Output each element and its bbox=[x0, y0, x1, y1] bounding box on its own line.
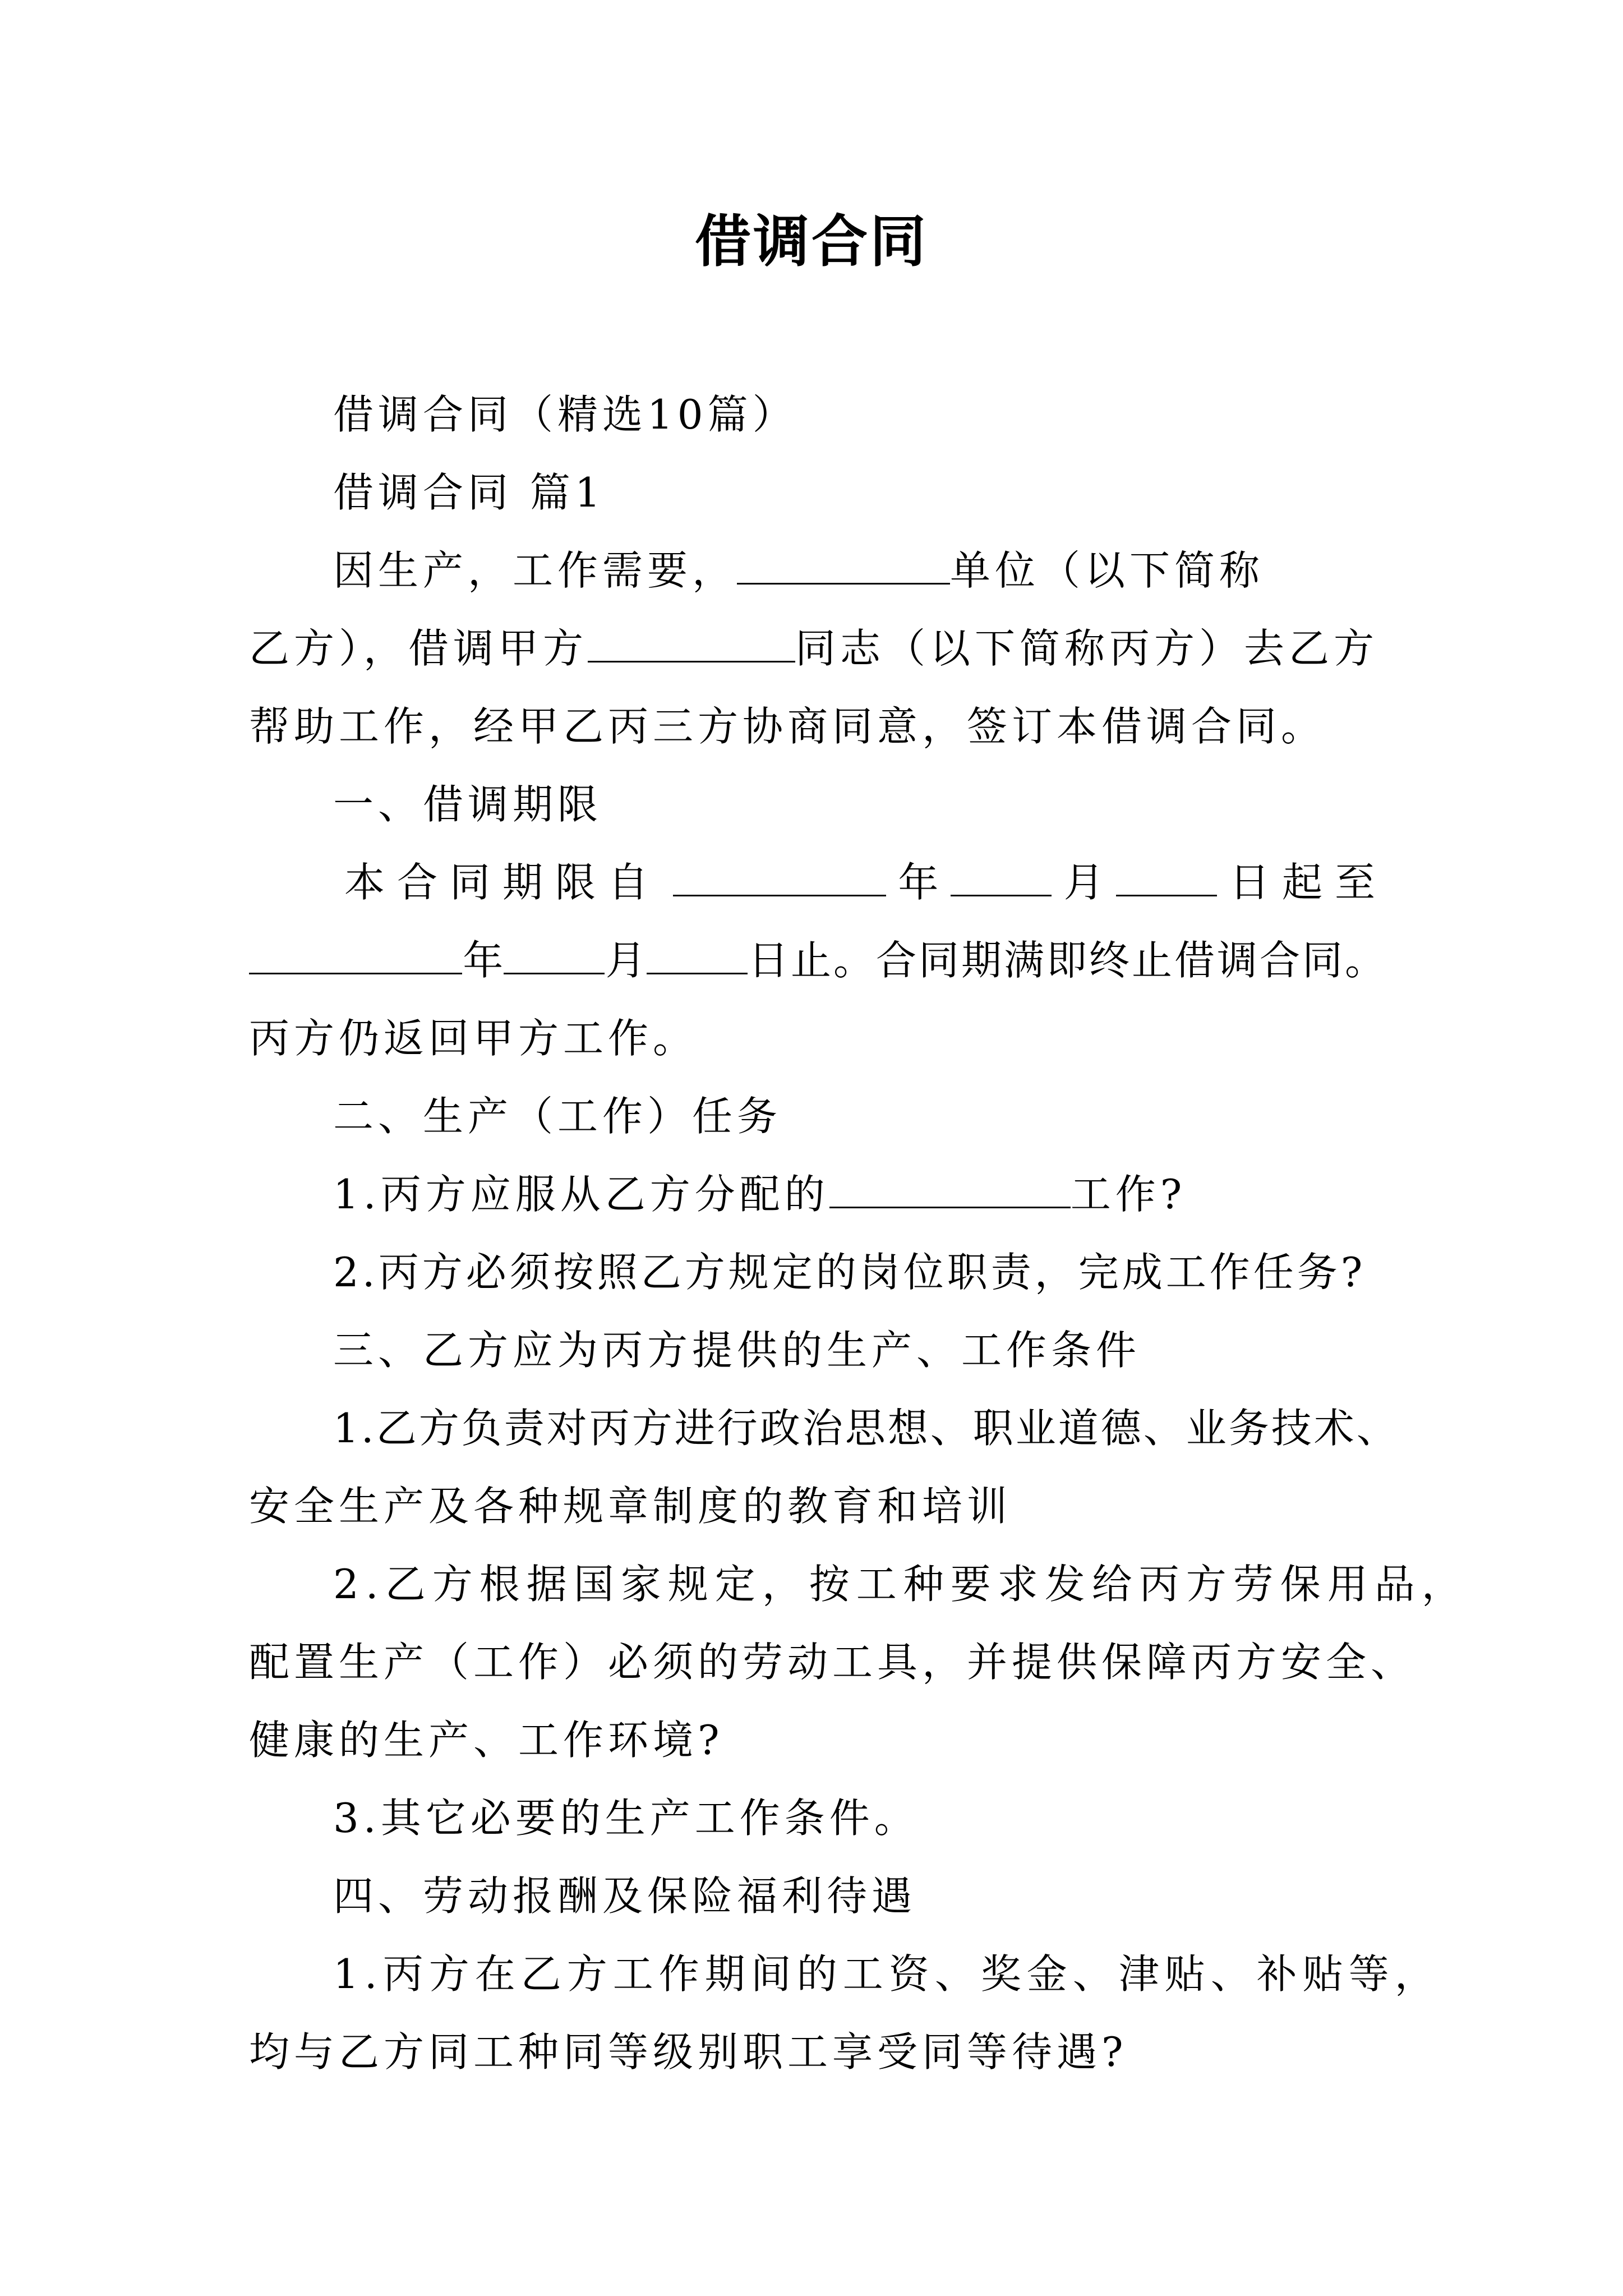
section-heading: 四、劳动报酬及保险福利待遇 bbox=[333, 1872, 917, 1920]
text-segment: 1.丙方应服从乙方分配的 bbox=[333, 1171, 829, 1218]
text-segment: 年 bbox=[463, 937, 504, 984]
paragraph-line bbox=[249, 1156, 1387, 1234]
text-segment: 日起至 bbox=[1229, 859, 1387, 906]
document-body bbox=[249, 376, 1469, 2091]
text-segment: 单位（以下简称 bbox=[950, 547, 1265, 594]
paragraph-line: 2.丙方必须按照乙方规定的岗位职责，完成工作任务? bbox=[333, 1249, 1366, 1296]
paragraph-line: 借调合同 篇1 bbox=[333, 469, 605, 516]
text-segment: 月 bbox=[605, 937, 646, 984]
section-heading: 三、乙方应为丙方提供的生产、工作条件 bbox=[333, 1327, 1141, 1374]
fill-in-blank-comrade bbox=[588, 622, 795, 662]
fill-in-blank-start-year bbox=[673, 855, 886, 896]
fill-in-blank-work bbox=[829, 1167, 1071, 1208]
fill-in-blank-end-month bbox=[504, 933, 605, 974]
paragraph-line: 2.乙方根据国家规定，按工种要求发给丙方劳保用品， bbox=[333, 1561, 1469, 1608]
text-segment: 乙方），借调甲方 bbox=[249, 625, 588, 672]
paragraph-line: 借调合同（精选10篇） bbox=[333, 391, 797, 438]
paragraph-line bbox=[249, 610, 1387, 688]
section-heading: 一、借调期限 bbox=[333, 781, 603, 828]
paragraph-line bbox=[249, 844, 1387, 922]
fill-in-blank-end-day bbox=[647, 933, 748, 974]
document-title: 借调合同 bbox=[695, 208, 928, 274]
fill-in-blank-start-month bbox=[951, 855, 1052, 896]
text-segment: 因生产，工作需要， bbox=[333, 547, 737, 594]
paragraph-line: 健康的生产、工作环境? bbox=[249, 1717, 724, 1764]
fill-in-blank-start-day bbox=[1116, 855, 1217, 896]
paragraph-line: 3.其它必要的生产工作条件。 bbox=[333, 1795, 919, 1842]
text-segment: 同志（以下简称丙方）去乙方 bbox=[795, 625, 1379, 672]
paragraph-line: 配置生产（工作）必须的劳动工具，并提供保障丙方安全、 bbox=[249, 1639, 1416, 1686]
text-segment: 年 bbox=[898, 859, 939, 906]
paragraph-line: 1.乙方负责对丙方进行政治思想、职业道德、业务技术、 bbox=[333, 1405, 1399, 1452]
paragraph-line bbox=[249, 922, 1387, 1000]
paragraph-line: 均与乙方同工种同等级别职工享受同等待遇? bbox=[249, 2028, 1128, 2076]
paragraph-line: 1.丙方在乙方工作期间的工资、奖金、津贴、补贴等， bbox=[333, 1950, 1441, 1998]
paragraph-line bbox=[249, 532, 1387, 610]
paragraph-line: 丙方仍返回甲方工作。 bbox=[249, 1015, 698, 1062]
paragraph-line: 帮助工作，经甲乙丙三方协商同意，签订本借调合同。 bbox=[249, 703, 1326, 750]
text-segment: 工作? bbox=[1070, 1171, 1187, 1218]
text-segment: 月 bbox=[1063, 859, 1104, 906]
text-segment: 日止。合同期满即终止借调合同。 bbox=[748, 937, 1387, 984]
section-heading: 二、生产（工作）任务 bbox=[333, 1093, 782, 1140]
fill-in-blank-unit bbox=[737, 544, 950, 585]
text-segment: 本合同期限自 bbox=[344, 859, 661, 906]
fill-in-blank-end-year bbox=[249, 933, 462, 974]
paragraph-line: 安全生产及各种规章制度的教育和培训 bbox=[249, 1483, 1012, 1530]
